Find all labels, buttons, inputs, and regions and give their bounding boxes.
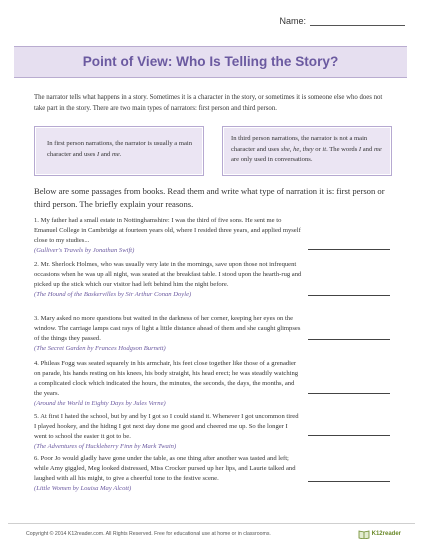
name-label: Name:	[279, 16, 306, 26]
passage-source: (Little Women by Louisa May Alcott)	[34, 484, 132, 492]
intro-paragraph: The narrator tells what happens in a story. Sometimes it is a character in the story, or sometimes it is someone else who does not take part in the story. There are two main types of narrators: first person and third person.	[34, 94, 383, 112]
page-title: Point of View: Who Is Telling the Story?	[82, 54, 339, 69]
passage-text: 2. Mr. Sherlock Holmes, who was usually very late in the mornings, save upon those not infrequent occasions when he was up all night, was seated at the breakfast table. I stood upon the hearth-rug and picked up the stick which our visitor had left behind him the night before.	[34, 261, 302, 288]
passage-6	[34, 454, 302, 494]
passage-source: (The Hound of the Baskervilles by Sir Arthur Conan Doyle)	[34, 290, 192, 298]
third-person-box	[222, 126, 392, 176]
name-field-row	[279, 8, 405, 26]
answer-line-2[interactable]	[308, 294, 390, 296]
passage-source: (Around the World in Eighty Days by Jules Verne)	[34, 399, 166, 407]
passage-source: (The Adventures of Huckleberry Finn by Mark Twain)	[34, 442, 177, 450]
logo-text: K12reader	[371, 531, 401, 537]
passage-text: 1. My father had a small estate in Nottinghamshire: I was the third of five sons. He sent me to Emanuel College in Cambridge at fourteen years old, where I resided three years, and applied myself close to my studies...	[34, 217, 301, 244]
passage-3	[34, 314, 302, 354]
worksheet-page	[8, 8, 415, 542]
answer-line-4[interactable]	[308, 392, 390, 394]
footer	[8, 523, 415, 544]
passage-4	[34, 359, 302, 409]
third-person-text: In third person narrations, the narrator is not a main character and uses she, he, they or it. The words I and me are only used in conversations.	[231, 135, 382, 163]
answer-line-6[interactable]	[308, 480, 390, 482]
answer-line-5[interactable]	[308, 434, 390, 436]
answer-line-3[interactable]	[308, 338, 390, 340]
passage-text: 5. At first I hated the school, but by and by I got so I could stand it. Whenever I got uncommon tired I played hookey, and the hiding I got next day done me good and cheered me up. So the longer I went to school the easier it got to be.	[34, 413, 299, 440]
copyright-text: Copyright © 2014 K12reader.com. All Rights Reserved. Free for educational use at home or in classrooms.	[26, 531, 271, 537]
book-icon	[358, 529, 370, 539]
name-blank-line[interactable]	[310, 15, 405, 26]
passage-1	[34, 216, 302, 256]
first-person-text: In first person narrations, the narrator is usually a main character and uses I and me.	[47, 140, 193, 158]
answer-line-1[interactable]	[308, 248, 390, 250]
passage-text: 4. Phileas Fogg was seated squarely in his armchair, his feet close together like those of a grenadier on parade, his hands resting on his knees, his body straight, his head erect; he was steadily watching a complicated clock which indicated the hours, the minutes, the seconds, the days, the months, and the years.	[34, 360, 299, 397]
k12reader-logo	[358, 529, 401, 539]
title-banner	[14, 46, 407, 78]
passage-text: 6. Poor Jo would gladly have gone under the table, as one thing after another was tasted and left; while Amy giggled, Meg looked distressed, Miss Crocker pursed up her lips, and Laurie talked and laughed with all his might, to give a cheerful tone to the festive scene.	[34, 455, 296, 482]
passage-5	[34, 412, 302, 452]
passage-text: 3. Mary asked no more questions but waited in the darkness of her corner, keeping her eyes on the window. The carriage lamps cast rays of light a little distance ahead of them and she caught glimpses of the things they passed.	[34, 315, 301, 342]
passage-source: (Gulliver's Travels by Jonathan Swift)	[34, 246, 135, 254]
first-person-box	[34, 126, 204, 176]
instructions: Below are some passages from books. Read them and write what type of narration it is: first person or third person. The briefly explain your reasons.	[34, 186, 385, 209]
passage-source: (The Secret Garden by Frances Hodgson Burnett)	[34, 344, 166, 352]
passage-2	[34, 260, 302, 300]
